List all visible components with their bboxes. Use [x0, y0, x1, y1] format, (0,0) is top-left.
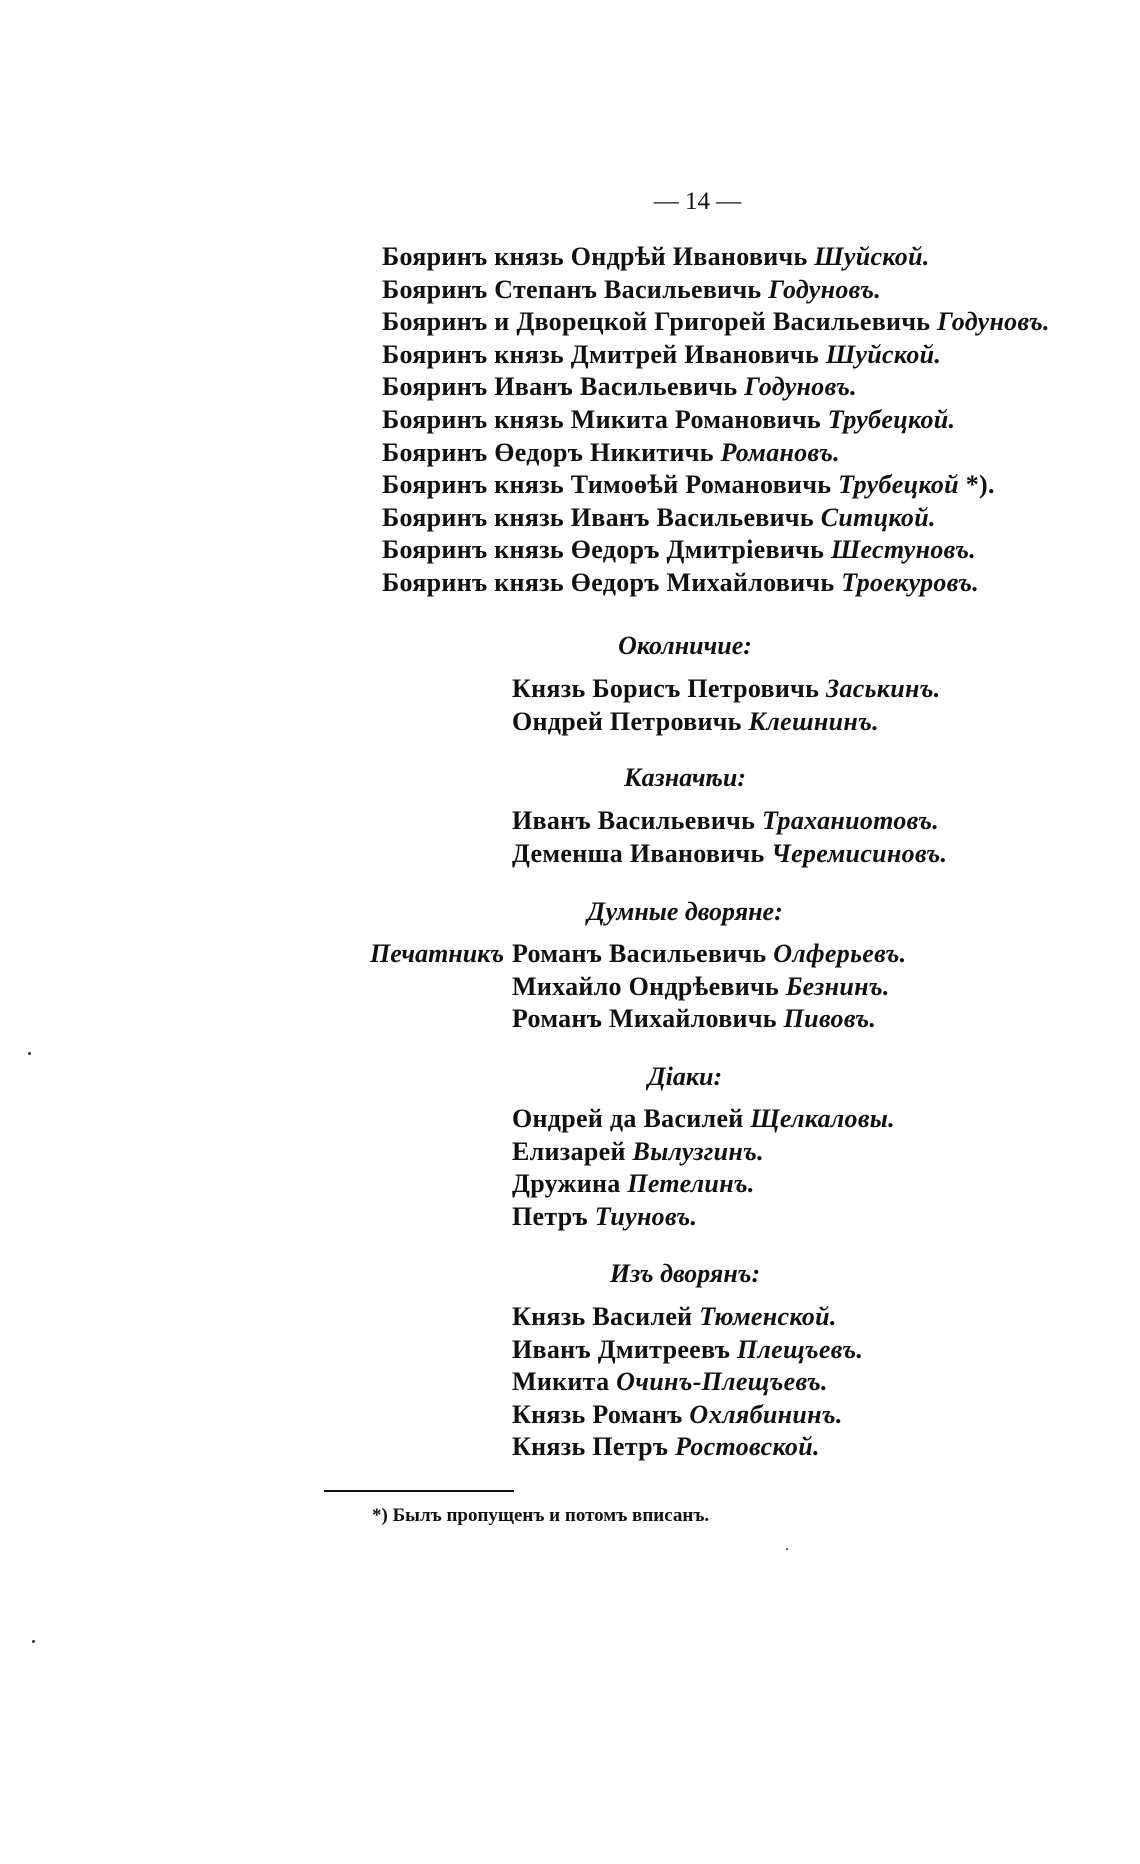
name-text: Иванъ Дмитреевъ	[512, 1334, 737, 1364]
list-item	[382, 306, 1050, 339]
list-item	[512, 1168, 895, 1201]
list-item	[382, 339, 1050, 372]
name-text: Князь Романъ	[512, 1399, 690, 1429]
name-text: Бояринъ Степанъ Васильевичь	[382, 274, 769, 304]
name-text: Деменша Ивановичь	[512, 838, 772, 868]
surname: Заськинъ.	[825, 674, 941, 703]
surname: Троекуровъ.	[841, 567, 980, 597]
name-text: Бояринъ князь Иванъ Васильевичь	[382, 502, 821, 532]
surname: Шестуновъ.	[830, 535, 977, 565]
surname: Ростовской.	[675, 1432, 820, 1462]
surname: Безнинъ.	[785, 971, 890, 1001]
name-text: Михайло Ондрѣевичь	[512, 971, 786, 1001]
list-item	[512, 805, 947, 838]
surname: Вылузгинъ.	[632, 1136, 764, 1166]
name-text: Князь Василей	[512, 1302, 700, 1331]
name-text: Бояринъ князь Ондрѣй Ивановичь	[382, 242, 815, 271]
surname: Тиуновъ.	[594, 1201, 698, 1231]
list-item	[512, 1136, 895, 1169]
surname: Траханиотовъ.	[761, 806, 940, 835]
surname: Щелкаловы.	[750, 1104, 895, 1133]
list-item	[512, 706, 941, 739]
list-item	[512, 1366, 863, 1399]
dumnye-list	[512, 938, 906, 1036]
surname: Трубецкой.	[827, 404, 956, 434]
name-text: Иванъ Васильевичь	[512, 806, 762, 835]
dvoriane-list	[512, 1301, 863, 1464]
section-heading-diaki: Діаки:	[647, 1062, 723, 1091]
list-item	[512, 971, 906, 1004]
surname: Плещъевъ.	[736, 1334, 864, 1364]
name-text: Микита	[512, 1367, 617, 1397]
surname: Трубецкой	[838, 470, 959, 500]
name-text: Бояринъ Иванъ Васильевичь	[382, 372, 745, 402]
footnote-rule	[324, 1490, 514, 1492]
name-text: Бояринъ князь Тимоөѣй Романовичь	[382, 470, 839, 500]
list-item	[382, 502, 1050, 535]
section-heading-kaznachei: Казначѣи:	[624, 763, 746, 792]
name-text: Елизарей	[512, 1136, 633, 1166]
surname: Годуновъ.	[744, 372, 857, 402]
name-text: Дружина	[512, 1169, 628, 1199]
list-item	[382, 371, 1050, 404]
list-item	[512, 673, 941, 706]
section-heading-okolnichie: Околничие:	[618, 631, 752, 660]
name-text: Бояринъ князь Өедоръ Михайловичь	[382, 567, 842, 597]
name-text: Бояринъ князь Өедоръ Дмитріевичь	[382, 535, 831, 565]
list-item	[512, 1103, 895, 1136]
side-label-pechatnik: Печатникъ	[370, 939, 505, 968]
list-item	[512, 1334, 863, 1367]
surname: Шуйской.	[814, 242, 930, 271]
list-item	[382, 534, 1050, 567]
surname: Олферьевъ.	[773, 939, 907, 968]
list-item	[512, 1431, 863, 1464]
name-text: Петръ	[512, 1201, 595, 1231]
list-item	[512, 1301, 863, 1334]
name-text: Романъ Михайловичь	[512, 1004, 784, 1034]
surname: Романовъ.	[720, 437, 840, 467]
list-item	[382, 437, 1050, 470]
surname: Черемисиновъ.	[771, 838, 948, 868]
list-item	[382, 469, 1050, 502]
section-heading-dumnye: Думные дворяне:	[587, 897, 783, 926]
name-text: Романъ Васильевичь	[512, 939, 774, 968]
name-text: Бояринъ князь Дмитрей Ивановичь	[382, 339, 826, 369]
surname: Шуйской.	[825, 339, 942, 369]
list-item	[512, 1201, 895, 1234]
name-text: Князь Борисъ Петровичь	[512, 674, 826, 703]
section-heading-dvoriane: Изъ дворянъ:	[609, 1259, 761, 1288]
list-item	[512, 938, 906, 971]
kaznachei-list	[512, 805, 947, 870]
name-text: Ондрей Петровичь	[512, 706, 749, 736]
scan-speck	[32, 1640, 35, 1643]
diaki-list	[512, 1103, 895, 1233]
footnote: *) Былъ пропущенъ и потомъ вписанъ.	[372, 1505, 710, 1526]
surname: Ситцкой.	[820, 502, 936, 532]
list-item	[382, 274, 1050, 307]
surname: Годуновъ.	[768, 274, 881, 304]
surname: Охлябининъ.	[689, 1399, 843, 1429]
scan-speck	[786, 1548, 788, 1550]
okolnichie-list	[512, 673, 941, 738]
list-item	[512, 1399, 863, 1432]
name-text: Князь Петръ	[512, 1432, 676, 1462]
boyars-list	[382, 241, 1050, 600]
name-text: Ондрей да Василей	[512, 1104, 751, 1133]
surname: Петелинъ.	[627, 1169, 755, 1199]
name-text: Бояринъ князь Микита Романовичь	[382, 404, 828, 434]
surname: Клешнинъ.	[748, 706, 879, 736]
footnote-marker: *).	[958, 470, 995, 500]
surname: Годуновъ.	[937, 307, 1050, 337]
name-text: Бояринъ Өедоръ Никитичь	[382, 437, 721, 467]
list-item	[382, 567, 1050, 600]
list-item	[382, 241, 1050, 274]
list-item	[512, 838, 947, 871]
scan-speck	[28, 1052, 31, 1055]
name-text: Бояринъ и Дворецкой Григорей Васильевичь	[382, 307, 938, 337]
page-number: — 14 —	[653, 188, 742, 215]
list-item	[512, 1003, 906, 1036]
list-item	[382, 404, 1050, 437]
surname: Тюменской.	[699, 1302, 837, 1331]
surname: Очинъ-Плещъевъ.	[616, 1367, 828, 1397]
surname: Пивовъ.	[783, 1004, 877, 1034]
